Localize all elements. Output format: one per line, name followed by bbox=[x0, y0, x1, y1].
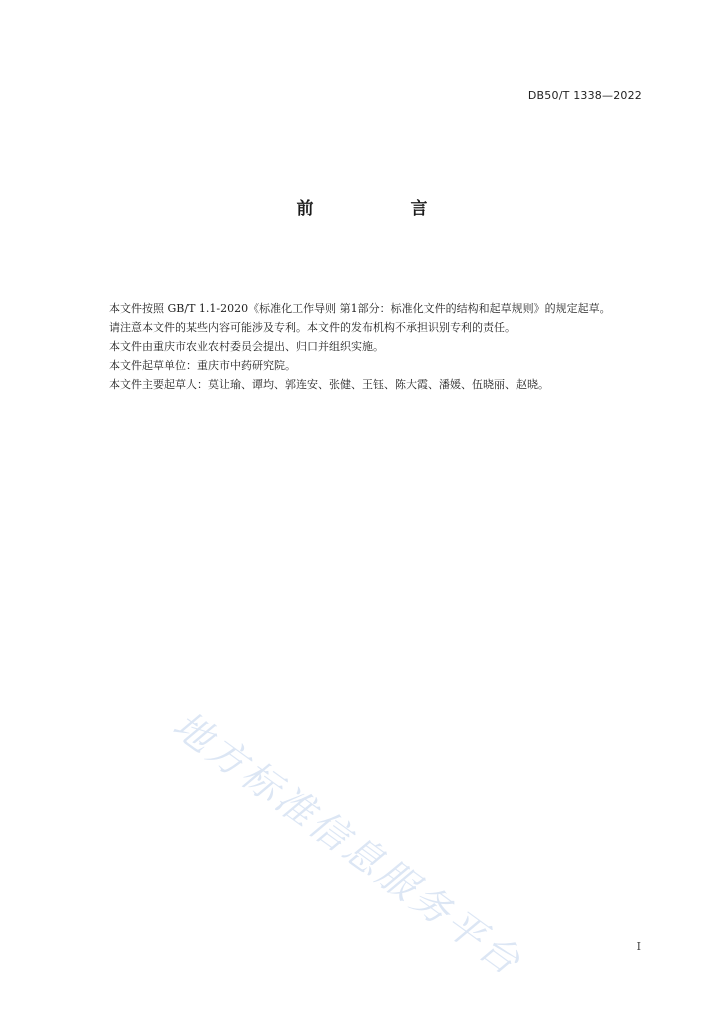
paragraph-patent-notice: 请注意本文件的某些内容可能涉及专利。本文件的发布机构不承担识别专利的责任。 bbox=[109, 321, 516, 334]
paragraph-drafting-rules: 本文件按照 GB/T 1.1-2020《标准化工作导则 第1部分：标准化文件的结构和起草规则》的规定起草。 bbox=[109, 302, 611, 315]
paragraph-drafters: 本文件主要起草人：莫让瑜、谭均、郭连安、张健、王钰、陈大霞、潘媛、伍晓丽、赵晓。 bbox=[109, 378, 549, 391]
section-title: 前 言 bbox=[296, 199, 468, 219]
paragraph-drafting-unit: 本文件起草单位：重庆市中药研究院。 bbox=[109, 359, 296, 372]
paragraph-proposer: 本文件由重庆市农业农村委员会提出、归口并组织实施。 bbox=[109, 340, 384, 353]
standard-code: DB50/T 1338—2022 bbox=[527, 89, 642, 102]
watermark: 地方标准信息服务平台 bbox=[165, 702, 531, 986]
foreword-body bbox=[87, 299, 659, 394]
page-number: I bbox=[636, 940, 641, 953]
